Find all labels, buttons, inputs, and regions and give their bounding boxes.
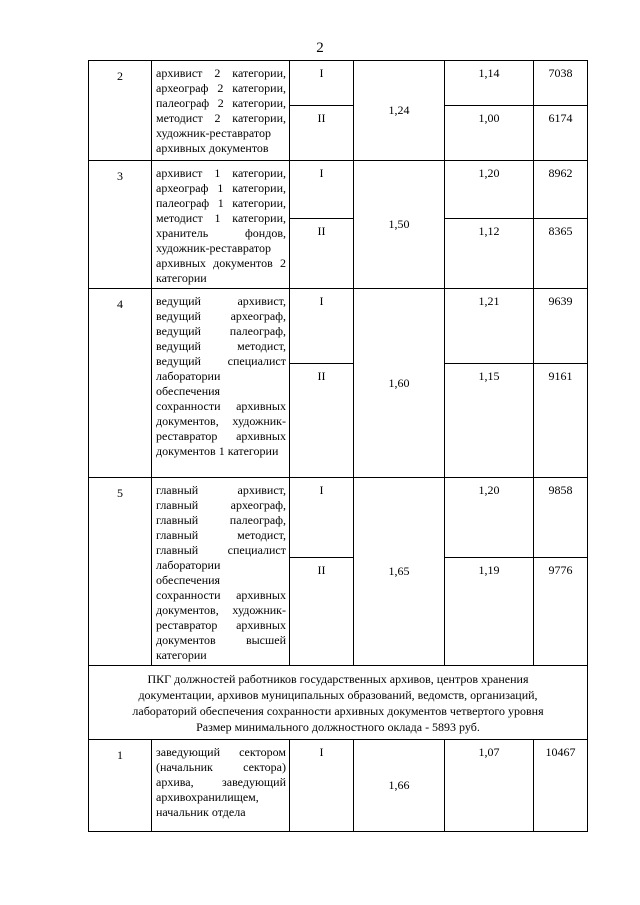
qualification-coefficient: 1,19 — [445, 558, 534, 666]
qualification-level: II — [290, 106, 354, 161]
salary-value: 6174 — [534, 106, 588, 161]
group-number: 4 — [89, 289, 152, 478]
position-names: главный архивист, главный археограф, главный палеограф, главный методист, главный специалист лаборатории обеспечения сохранности архивных документов, художник-реставратор архивных документов высшей категории — [152, 478, 290, 666]
pkg-section-header — [89, 666, 588, 740]
group-number: 2 — [89, 61, 152, 161]
position-names: архивист 1 категории, археограф 1 категории, палеограф 1 категории, методист 1 категории, хранитель фондов, художник-реставратор архивных документов 2 категории — [152, 161, 290, 289]
group-number: 1 — [89, 740, 152, 832]
salary-value: 9639 — [534, 289, 588, 364]
group-coefficient: 1,24 — [354, 61, 445, 161]
group-coefficient: 1,66 — [354, 740, 445, 832]
qualification-level: I — [290, 61, 354, 106]
salary-value: 9858 — [534, 478, 588, 558]
qualification-level: II — [290, 219, 354, 289]
pkg-header-line: ПКГ должностей работников государственных архивов, центров хранения — [147, 671, 529, 686]
salary-value: 9161 — [534, 364, 588, 478]
salary-value: 8365 — [534, 219, 588, 289]
group-number: 3 — [89, 161, 152, 289]
qualification-level: II — [290, 558, 354, 666]
group-coefficient: 1,60 — [354, 289, 445, 478]
pkg-header-line: документации, архивов муниципальных образований, ведомств, организаций, — [138, 687, 538, 702]
position-names: ведущий архивист, ведущий археограф, ведущий палеограф, ведущий методист, ведущий специалист лаборатории обеспечения сохранности архивных документов, художник-реставратор архивных документов 1 категории — [152, 289, 290, 478]
table-row — [89, 478, 588, 558]
group-coefficient: 1,50 — [354, 161, 445, 289]
page-number: 2 — [316, 40, 324, 56]
table-row — [89, 61, 588, 106]
position-names: архивист 2 категории, археограф 2 категории, палеограф 2 категории, методист 2 категории, художник-реставратор архивных документов — [152, 61, 290, 161]
qualification-coefficient: 1,21 — [445, 289, 534, 364]
salary-value: 10467 — [534, 740, 588, 832]
salary-value: 8962 — [534, 161, 588, 219]
qualification-level: I — [290, 289, 354, 364]
qualification-level: I — [290, 478, 354, 558]
qualification-coefficient: 1,15 — [445, 364, 534, 478]
table-row — [89, 289, 588, 364]
salary-table — [88, 60, 588, 832]
qualification-coefficient: 1,20 — [445, 161, 534, 219]
qualification-coefficient: 1,00 — [445, 106, 534, 161]
table-row — [89, 161, 588, 219]
pkg-min-salary: Размер минимального должностного оклада - 5893 руб. — [196, 719, 480, 734]
pkg-header-line: лабораторий обеспечения сохранности архивных документов четвертого уровня — [132, 703, 544, 718]
qualification-coefficient: 1,20 — [445, 478, 534, 558]
group-coefficient: 1,65 — [354, 478, 445, 666]
qualification-level: I — [290, 740, 354, 832]
table-row — [89, 740, 588, 832]
salary-value: 7038 — [534, 61, 588, 106]
qualification-level: I — [290, 161, 354, 219]
salary-value: 9776 — [534, 558, 588, 666]
qualification-level: II — [290, 364, 354, 478]
table-row — [89, 666, 588, 740]
qualification-coefficient: 1,14 — [445, 61, 534, 106]
group-number: 5 — [89, 478, 152, 666]
qualification-coefficient: 1,07 — [445, 740, 534, 832]
qualification-coefficient: 1,12 — [445, 219, 534, 289]
position-names: заведующий сектором (начальник сектора) архива, заведующий архивохранилищем, начальник отдела — [152, 740, 290, 832]
